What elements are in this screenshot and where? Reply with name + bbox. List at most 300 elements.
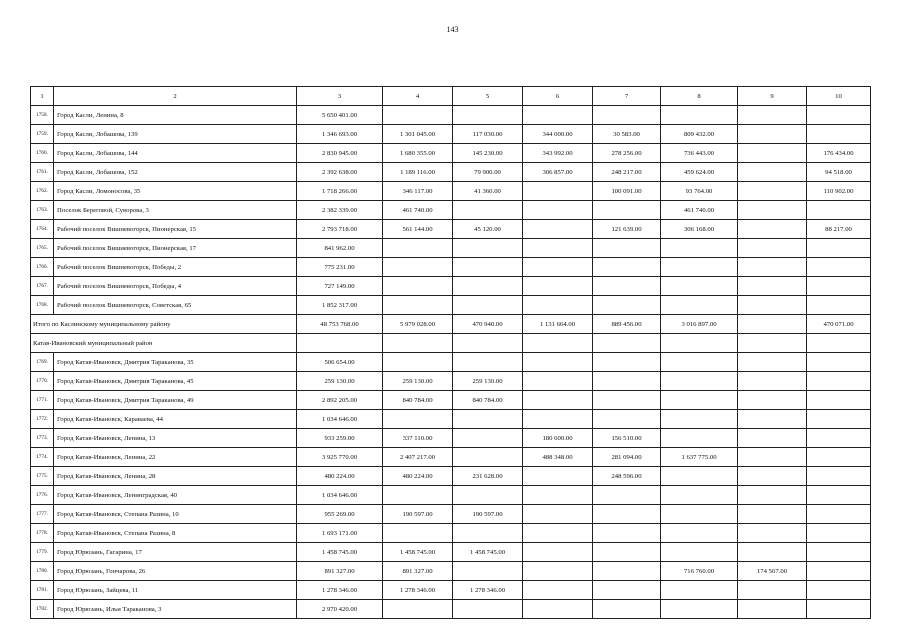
row-number-cell: 1770. <box>31 372 54 391</box>
value-cell <box>738 296 807 315</box>
value-cell <box>807 524 871 543</box>
value-cell: 5 650 401.00 <box>297 106 383 125</box>
table-row <box>31 353 871 372</box>
row-number-cell: 1775. <box>31 467 54 486</box>
total-label-cell: Итого по Каслинскому муниципальному району <box>31 315 297 334</box>
row-number-cell: 1776. <box>31 486 54 505</box>
value-cell <box>807 448 871 467</box>
value-cell <box>523 600 593 619</box>
value-cell: 248 596.00 <box>593 467 661 486</box>
value-cell <box>661 391 738 410</box>
value-cell: 1 458 745.00 <box>453 543 523 562</box>
value-cell <box>523 372 593 391</box>
value-cell: 891 327.00 <box>297 562 383 581</box>
value-cell: 79 900.00 <box>453 163 523 182</box>
value-cell <box>383 486 453 505</box>
value-cell <box>523 467 593 486</box>
value-cell: 281 094.00 <box>593 448 661 467</box>
value-cell: 2 892 205.00 <box>297 391 383 410</box>
column-header: 4 <box>383 87 453 106</box>
value-cell: 2 830 945.00 <box>297 144 383 163</box>
address-cell: Город Катав-Ивановск, Ленина, 13 <box>54 429 297 448</box>
value-cell: 775 231.00 <box>297 258 383 277</box>
address-cell: Город Катав-Ивановск, Ленинградская, 40 <box>54 486 297 505</box>
value-cell: 176 434.00 <box>807 144 871 163</box>
row-number-cell: 1764. <box>31 220 54 239</box>
address-cell: Город Юрюзань, Гончарова, 26 <box>54 562 297 581</box>
value-cell: 190 597.00 <box>383 505 453 524</box>
value-cell: 891 327.00 <box>383 562 453 581</box>
value-cell <box>738 505 807 524</box>
table-row <box>31 562 871 581</box>
table-row <box>31 277 871 296</box>
value-cell <box>807 277 871 296</box>
value-cell <box>738 410 807 429</box>
value-cell <box>738 429 807 448</box>
value-cell: 2 382 339.00 <box>297 201 383 220</box>
value-cell <box>661 581 738 600</box>
value-cell: 1 278 346.00 <box>383 581 453 600</box>
value-cell <box>738 220 807 239</box>
table-row <box>31 258 871 277</box>
value-cell <box>453 562 523 581</box>
value-cell: 110 902.00 <box>807 182 871 201</box>
value-cell: 1 189 116.00 <box>383 163 453 182</box>
value-cell: 461 740.00 <box>661 201 738 220</box>
value-cell <box>593 410 661 429</box>
column-header: 3 <box>297 87 383 106</box>
value-cell <box>593 277 661 296</box>
row-number-cell: 1766. <box>31 258 54 277</box>
empty-cell <box>593 334 661 353</box>
address-cell: Город Юрюзань, Ильи Тараканова, 3 <box>54 600 297 619</box>
value-cell <box>807 467 871 486</box>
address-cell: Город Юрюзань, Гагарина, 17 <box>54 543 297 562</box>
value-cell <box>661 505 738 524</box>
value-cell: 337 110.00 <box>383 429 453 448</box>
value-cell <box>807 505 871 524</box>
value-cell: 1 034 646.00 <box>297 410 383 429</box>
value-cell <box>523 239 593 258</box>
value-cell <box>738 239 807 258</box>
table-row <box>31 125 871 144</box>
value-cell <box>453 106 523 125</box>
value-cell: 561 144.00 <box>383 220 453 239</box>
value-cell <box>383 277 453 296</box>
total-value-cell: 889 456.00 <box>593 315 661 334</box>
empty-cell <box>297 334 383 353</box>
value-cell: 248 217.00 <box>593 163 661 182</box>
value-cell <box>738 524 807 543</box>
row-number-cell: 1779. <box>31 543 54 562</box>
address-cell: Рабочий поселок Вишневогорск, Пионерская, 15 <box>54 220 297 239</box>
total-row <box>31 315 871 334</box>
value-cell <box>738 543 807 562</box>
value-cell <box>523 581 593 600</box>
value-cell <box>738 277 807 296</box>
value-cell <box>453 410 523 429</box>
header-row <box>31 87 871 106</box>
value-cell: 156 510.00 <box>593 429 661 448</box>
address-cell: Город Катав-Ивановск, Дмитрия Тараканова, 49 <box>54 391 297 410</box>
value-cell <box>807 201 871 220</box>
address-cell: Город Катав-Ивановск, Степана Разина, 10 <box>54 505 297 524</box>
column-header: 1 <box>31 87 54 106</box>
row-number-cell: 1773. <box>31 429 54 448</box>
row-number-cell: 1781. <box>31 581 54 600</box>
value-cell <box>738 163 807 182</box>
value-cell <box>738 353 807 372</box>
column-header: 10 <box>807 87 871 106</box>
address-cell: Город Касли, Лобашова, 152 <box>54 163 297 182</box>
empty-cell <box>807 334 871 353</box>
value-cell: 2 970 420.00 <box>297 600 383 619</box>
value-cell <box>738 182 807 201</box>
value-cell: 100 091.00 <box>593 182 661 201</box>
table-row <box>31 467 871 486</box>
value-cell <box>593 600 661 619</box>
row-number-cell: 1765. <box>31 239 54 258</box>
value-cell <box>453 296 523 315</box>
address-cell: Рабочий поселок Вишневогорск, Победы, 2 <box>54 258 297 277</box>
table-row <box>31 182 871 201</box>
value-cell <box>738 581 807 600</box>
value-cell <box>383 258 453 277</box>
value-cell: 727 149.00 <box>297 277 383 296</box>
table-row <box>31 524 871 543</box>
value-cell <box>523 562 593 581</box>
value-cell <box>661 467 738 486</box>
address-cell: Город Касли, Лобашова, 144 <box>54 144 297 163</box>
value-cell <box>593 505 661 524</box>
total-value-cell: 470 071.00 <box>807 315 871 334</box>
address-cell: Рабочий поселок Вишневогорск, Советская, 65 <box>54 296 297 315</box>
column-header: 5 <box>453 87 523 106</box>
table-row <box>31 220 871 239</box>
address-cell: Город Касли, Ломоносова, 35 <box>54 182 297 201</box>
total-value-cell: 1 131 664.00 <box>523 315 593 334</box>
value-cell: 45 120.00 <box>453 220 523 239</box>
table-row <box>31 543 871 562</box>
value-cell <box>738 467 807 486</box>
value-cell <box>593 353 661 372</box>
value-cell <box>807 372 871 391</box>
row-number-cell: 1772. <box>31 410 54 429</box>
column-header: 6 <box>523 87 593 106</box>
value-cell <box>807 429 871 448</box>
value-cell: 1 458 745.00 <box>383 543 453 562</box>
value-cell: 1 278 346.00 <box>453 581 523 600</box>
value-cell <box>661 600 738 619</box>
value-cell <box>661 486 738 505</box>
address-cell: Город Катав-Ивановск, Караваева, 44 <box>54 410 297 429</box>
total-value-cell: 470 940.00 <box>453 315 523 334</box>
value-cell <box>661 296 738 315</box>
value-cell <box>807 486 871 505</box>
value-cell: 480 224.00 <box>383 467 453 486</box>
value-cell <box>738 258 807 277</box>
address-cell: Город Юрюзань, Зайцева, 11 <box>54 581 297 600</box>
value-cell <box>738 448 807 467</box>
value-cell <box>453 486 523 505</box>
section-row <box>31 334 871 353</box>
value-cell <box>807 353 871 372</box>
column-header: 9 <box>738 87 807 106</box>
value-cell <box>593 296 661 315</box>
value-cell <box>453 448 523 467</box>
value-cell: 955 269.00 <box>297 505 383 524</box>
value-cell <box>453 429 523 448</box>
address-cell: Город Касли, Ленина, 8 <box>54 106 297 125</box>
address-cell: Город Катав-Ивановск, Дмитрия Тараканова, 45 <box>54 372 297 391</box>
address-cell: Город Катав-Ивановск, Ленина, 22 <box>54 448 297 467</box>
value-cell <box>807 600 871 619</box>
table-row <box>31 410 871 429</box>
value-cell: 461 740.00 <box>383 201 453 220</box>
value-cell: 145 230.00 <box>453 144 523 163</box>
value-cell <box>593 201 661 220</box>
table-row <box>31 429 871 448</box>
address-cell: Рабочий поселок Вишневогорск, Пионерская, 17 <box>54 239 297 258</box>
empty-cell <box>383 334 453 353</box>
value-cell <box>523 296 593 315</box>
value-cell <box>661 429 738 448</box>
table-row <box>31 600 871 619</box>
value-cell: 1 852 317.00 <box>297 296 383 315</box>
value-cell: 93 764.00 <box>661 182 738 201</box>
value-cell <box>661 410 738 429</box>
value-cell <box>593 239 661 258</box>
address-cell: Город Катав-Ивановск, Ленина, 28 <box>54 467 297 486</box>
value-cell: 840 784.00 <box>453 391 523 410</box>
row-number-cell: 1774. <box>31 448 54 467</box>
value-cell <box>383 600 453 619</box>
value-cell <box>383 296 453 315</box>
value-cell <box>453 524 523 543</box>
value-cell: 231 628.00 <box>453 467 523 486</box>
value-cell <box>523 182 593 201</box>
value-cell: 1 301 045.00 <box>383 125 453 144</box>
value-cell <box>593 524 661 543</box>
table-row <box>31 163 871 182</box>
value-cell: 933 259.00 <box>297 429 383 448</box>
table-row <box>31 372 871 391</box>
value-cell: 180 600.00 <box>523 429 593 448</box>
address-cell: Рабочий поселок Вишневогорск, Победы, 4 <box>54 277 297 296</box>
value-cell: 190 597.00 <box>453 505 523 524</box>
data-table <box>30 86 871 619</box>
value-cell <box>453 353 523 372</box>
empty-cell <box>738 334 807 353</box>
value-cell: 1 680 355.00 <box>383 144 453 163</box>
value-cell: 117 030.00 <box>453 125 523 144</box>
row-number-cell: 1777. <box>31 505 54 524</box>
value-cell <box>523 106 593 125</box>
value-cell: 259 130.00 <box>453 372 523 391</box>
value-cell: 306 168.00 <box>661 220 738 239</box>
value-cell <box>807 391 871 410</box>
address-cell: Город Катав-Ивановск, Степана Разина, 8 <box>54 524 297 543</box>
value-cell <box>523 201 593 220</box>
value-cell: 1 693 171.00 <box>297 524 383 543</box>
value-cell <box>807 562 871 581</box>
value-cell <box>807 543 871 562</box>
value-cell: 2 392 638.00 <box>297 163 383 182</box>
value-cell <box>523 410 593 429</box>
value-cell <box>593 581 661 600</box>
value-cell: 1 278 346.00 <box>297 581 383 600</box>
value-cell: 343 992.00 <box>523 144 593 163</box>
value-cell <box>593 106 661 125</box>
total-value-cell: 5 979 028.00 <box>383 315 453 334</box>
value-cell <box>383 524 453 543</box>
value-cell: 88 217.00 <box>807 220 871 239</box>
value-cell: 1 458 745.00 <box>297 543 383 562</box>
row-number-cell: 1769. <box>31 353 54 372</box>
value-cell: 259 130.00 <box>297 372 383 391</box>
value-cell <box>807 581 871 600</box>
table-row <box>31 581 871 600</box>
row-number-cell: 1767. <box>31 277 54 296</box>
value-cell: 306 857.00 <box>523 163 593 182</box>
value-cell <box>523 391 593 410</box>
value-cell <box>523 277 593 296</box>
page-number: 143 <box>446 25 459 34</box>
value-cell <box>523 543 593 562</box>
value-cell: 2 793 718.00 <box>297 220 383 239</box>
value-cell: 736 443.00 <box>661 144 738 163</box>
row-number-cell: 1763. <box>31 201 54 220</box>
value-cell: 841 962.00 <box>297 239 383 258</box>
value-cell <box>593 543 661 562</box>
value-cell: 840 784.00 <box>383 391 453 410</box>
value-cell <box>453 239 523 258</box>
value-cell: 278 256.00 <box>593 144 661 163</box>
value-cell <box>593 258 661 277</box>
total-value-cell <box>738 315 807 334</box>
value-cell: 3 925 770.00 <box>297 448 383 467</box>
value-cell <box>453 201 523 220</box>
value-cell <box>593 391 661 410</box>
value-cell <box>661 353 738 372</box>
row-number-cell: 1758. <box>31 106 54 125</box>
value-cell <box>738 391 807 410</box>
column-header: 8 <box>661 87 738 106</box>
value-cell <box>661 277 738 296</box>
address-cell: Город Касли, Лобашова, 139 <box>54 125 297 144</box>
value-cell: 344 000.00 <box>523 125 593 144</box>
value-cell: 94 518.00 <box>807 163 871 182</box>
section-title-cell: Катав-Ивановский муниципальный район <box>31 334 297 353</box>
row-number-cell: 1759. <box>31 125 54 144</box>
value-cell <box>661 372 738 391</box>
value-cell <box>523 505 593 524</box>
value-cell <box>738 372 807 391</box>
value-cell <box>661 524 738 543</box>
row-number-cell: 1760. <box>31 144 54 163</box>
value-cell <box>661 106 738 125</box>
value-cell <box>807 296 871 315</box>
table-row <box>31 448 871 467</box>
value-cell <box>807 106 871 125</box>
empty-cell <box>453 334 523 353</box>
empty-cell <box>523 334 593 353</box>
value-cell <box>383 239 453 258</box>
table-row <box>31 144 871 163</box>
value-cell: 30 583.00 <box>593 125 661 144</box>
value-cell <box>807 239 871 258</box>
value-cell: 1 346 693.00 <box>297 125 383 144</box>
value-cell: 716 760.00 <box>661 562 738 581</box>
column-header: 7 <box>593 87 661 106</box>
value-cell <box>738 125 807 144</box>
value-cell: 41 360.00 <box>453 182 523 201</box>
value-cell <box>523 353 593 372</box>
row-number-cell: 1762. <box>31 182 54 201</box>
value-cell <box>383 410 453 429</box>
row-number-cell: 1761. <box>31 163 54 182</box>
value-cell <box>593 372 661 391</box>
value-cell: 346 117.00 <box>383 182 453 201</box>
value-cell <box>807 125 871 144</box>
value-cell: 809 432.00 <box>661 125 738 144</box>
value-cell <box>593 486 661 505</box>
table-row <box>31 201 871 220</box>
value-cell: 1 637 775.00 <box>661 448 738 467</box>
table-row <box>31 296 871 315</box>
value-cell: 506 654.00 <box>297 353 383 372</box>
column-header: 2 <box>54 87 297 106</box>
value-cell <box>453 258 523 277</box>
value-cell: 480 224.00 <box>297 467 383 486</box>
value-cell <box>661 258 738 277</box>
row-number-cell: 1782. <box>31 600 54 619</box>
value-cell <box>453 277 523 296</box>
value-cell: 459 624.00 <box>661 163 738 182</box>
value-cell: 259 130.00 <box>383 372 453 391</box>
address-cell: Поселок Береговой, Суворова, 3 <box>54 201 297 220</box>
value-cell <box>453 600 523 619</box>
address-cell: Город Катав-Ивановск, Дмитрия Тараканова, 35 <box>54 353 297 372</box>
value-cell: 488 348.00 <box>523 448 593 467</box>
value-cell <box>383 353 453 372</box>
table-row <box>31 106 871 125</box>
value-cell <box>807 410 871 429</box>
value-cell <box>593 562 661 581</box>
value-cell <box>523 486 593 505</box>
value-cell: 1 718 266.00 <box>297 182 383 201</box>
total-value-cell: 48 753 768.00 <box>297 315 383 334</box>
value-cell <box>738 106 807 125</box>
table-row <box>31 486 871 505</box>
value-cell <box>523 220 593 239</box>
table-row <box>31 239 871 258</box>
value-cell: 2 407 217.00 <box>383 448 453 467</box>
value-cell <box>383 106 453 125</box>
row-number-cell: 1768. <box>31 296 54 315</box>
row-number-cell: 1780. <box>31 562 54 581</box>
value-cell <box>738 201 807 220</box>
value-cell <box>807 258 871 277</box>
value-cell <box>738 600 807 619</box>
value-cell <box>661 543 738 562</box>
value-cell <box>738 486 807 505</box>
value-cell: 121 639.00 <box>593 220 661 239</box>
value-cell <box>738 144 807 163</box>
row-number-cell: 1771. <box>31 391 54 410</box>
value-cell: 1 034 646.00 <box>297 486 383 505</box>
total-value-cell: 3 016 897.00 <box>661 315 738 334</box>
